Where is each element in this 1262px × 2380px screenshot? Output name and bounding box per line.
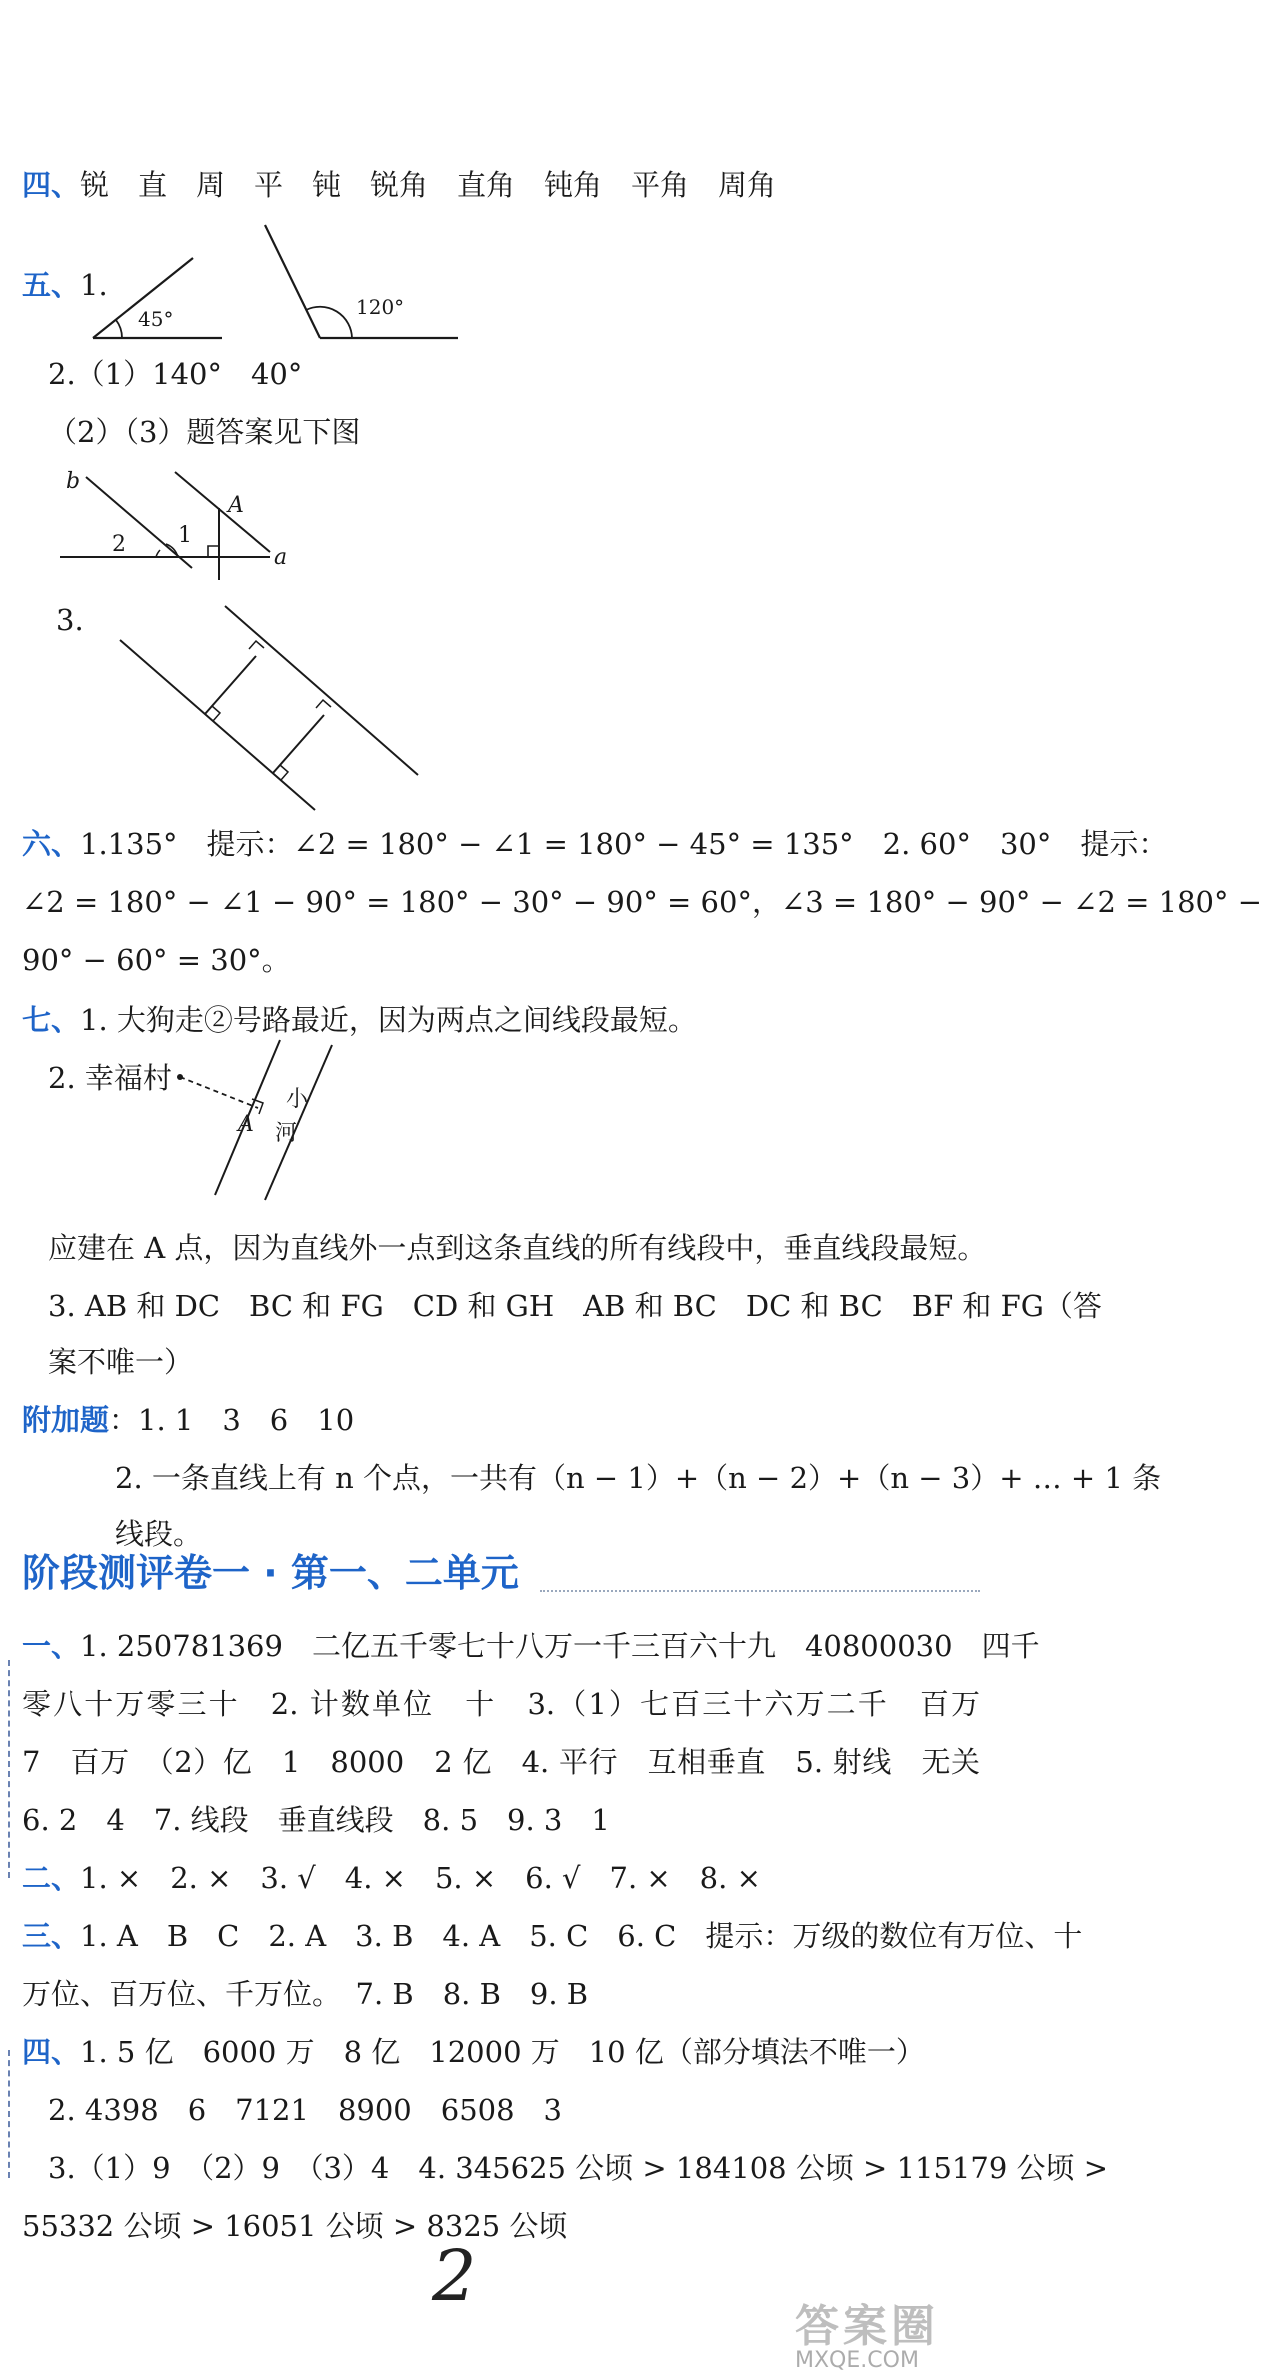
parallel-distance-figure bbox=[110, 590, 430, 820]
village-river-figure bbox=[170, 1030, 370, 1200]
sec7-answer-c: 案不唯一） bbox=[48, 1345, 194, 1379]
extra-label: 附加题 bbox=[22, 1403, 110, 1437]
sec6-line1 bbox=[22, 824, 1168, 864]
section-dash-marker-1 bbox=[8, 1660, 10, 1878]
t1-s1-line2: 零八十万零三十 2. 计数单位 十 3.（1）七百三十六万二千 百万 bbox=[22, 1687, 980, 1721]
t1-s4-number: 四、 bbox=[22, 2035, 81, 2069]
t1-s1-l1: 1. 250781369 二亿五千零七十八万一千三百六十九 40800030 四千 bbox=[80, 1629, 1040, 1663]
sec5-q3: 3. bbox=[56, 603, 84, 637]
t1-s1-line1 bbox=[22, 1626, 1040, 1666]
t1-s1-number: 一、 bbox=[22, 1629, 81, 1663]
extra-q1-line bbox=[22, 1400, 354, 1440]
t1-s3-l1: 1. A B C 2. A 3. B 4. A 5. C 6. C 提示：万级的数位有万位、十 bbox=[80, 1919, 1083, 1953]
section-dash-marker-2 bbox=[8, 2050, 10, 2178]
t1-s4-line3: 3.（1）9 （2）9 （3）4 4. 345625 公顷 > 184108 公顷 > 115179 公顷 > bbox=[48, 2151, 1109, 2185]
t1-s2-l1: 1. × 2. × 3. √ 4. × 5. × 6. √ 7. × 8. × bbox=[80, 1861, 761, 1895]
angle-45-label: 45° bbox=[138, 307, 174, 331]
extra-q2b: 线段。 bbox=[115, 1517, 203, 1551]
line-a-label: a bbox=[274, 545, 288, 570]
sec4-answers: 锐 直 周 平 钝 锐角 直角 钝角 平角 周角 bbox=[80, 168, 777, 202]
t1-s1-line4: 6. 2 4 7. 线段 垂直线段 8. 5 9. 3 1 bbox=[22, 1803, 610, 1837]
title-divider bbox=[540, 1590, 980, 1592]
angle-120-figure bbox=[265, 225, 458, 338]
sec6-line1-text: 1.135° 提示：∠2 = 180° − ∠1 = 180° − 45° = 135° 2. 60° 30° 提示： bbox=[80, 827, 1168, 861]
angle-45-figure bbox=[93, 258, 222, 338]
angle-1-label: 1 bbox=[178, 523, 192, 548]
t1-s4-line1 bbox=[22, 2032, 925, 2072]
watermark-url: MXQE.COM bbox=[795, 2348, 919, 2373]
t1-s2-number: 二、 bbox=[22, 1861, 81, 1895]
t1-s4-line4: 55332 公顷 > 16051 公顷 > 8325 公顷 bbox=[22, 2209, 568, 2243]
line-b-label: b bbox=[66, 469, 81, 494]
test1-title: 阶段测评卷一 · 第一、二单元 bbox=[22, 1551, 519, 1595]
sec5-q1: 1. bbox=[80, 268, 108, 302]
sec4-number: 四、 bbox=[22, 168, 81, 202]
angle-120-label: 120° bbox=[356, 295, 405, 319]
t1-s4-line2: 2. 4398 6 7121 8900 6508 3 bbox=[48, 2093, 562, 2127]
river-label-xiao: 小 bbox=[286, 1087, 309, 1112]
sec6-line2: ∠2 = 180° − ∠1 − 90° = 180° − 30° − 90° = 60°，∠3 = 180° − 90° − ∠2 = 180° − bbox=[22, 885, 1262, 919]
sec5-q23: （2）（3）题答案见下图 bbox=[48, 415, 361, 449]
sec4-line bbox=[22, 165, 776, 205]
t1-s4-l1: 1. 5 亿 6000 万 8 亿 12000 万 10 亿（部分填法不唯一） bbox=[80, 2035, 925, 2069]
t1-s3-line1 bbox=[22, 1916, 1083, 1956]
sec7-answer-a: 应建在 A 点，因为直线外一点到这条直线的所有线段中，垂直线段最短。 bbox=[48, 1231, 987, 1265]
angle-2-label: 2 bbox=[112, 532, 126, 557]
t1-s3-line2: 万位、百万位、千万位。 7. B 8. B 9. B bbox=[22, 1977, 589, 2011]
page-number: 2 bbox=[432, 2235, 477, 2317]
sec6-number: 六、 bbox=[22, 827, 81, 861]
point-A-label: A bbox=[238, 1112, 254, 1137]
sec6-line3: 90° − 60° = 30°。 bbox=[22, 943, 291, 977]
sec7-number: 七、 bbox=[22, 1003, 81, 1037]
watermark-logo: 答案圈 bbox=[795, 2301, 939, 2352]
extra-q1: ：1. 1 3 6 10 bbox=[109, 1403, 355, 1437]
river-label-he: 河 bbox=[275, 1121, 298, 1146]
t1-s2-line bbox=[22, 1858, 761, 1898]
sec7-q1: 1. 大狗走②号路最近，因为两点之间线段最短。 bbox=[80, 1003, 697, 1037]
sec7-q2-label: 2. 幸福村 bbox=[48, 1061, 172, 1095]
t1-s1-line3: 7 百万 （2）亿 1 8000 2 亿 4. 平行 互相垂直 5. 射线 无关 bbox=[22, 1745, 980, 1779]
t1-s3-number: 三、 bbox=[22, 1919, 81, 1953]
sec5-q2: 2.（1）140° 40° bbox=[48, 357, 303, 391]
sec7-answer-b: 3. AB 和 DC BC 和 FG CD 和 GH AB 和 BC DC 和 BC BF 和 FG（答 bbox=[48, 1289, 1102, 1323]
angle-figures bbox=[90, 200, 470, 350]
point-A-label: A bbox=[228, 493, 244, 518]
sec5-number: 五、 bbox=[22, 268, 81, 302]
site-watermark bbox=[795, 2290, 995, 2376]
parallel-perpendicular-figure bbox=[60, 470, 300, 600]
extra-q2a: 2. 一条直线上有 n 个点，一共有（n − 1）+（n − 2）+（n − 3）+ … + 1 条 bbox=[115, 1461, 1162, 1495]
